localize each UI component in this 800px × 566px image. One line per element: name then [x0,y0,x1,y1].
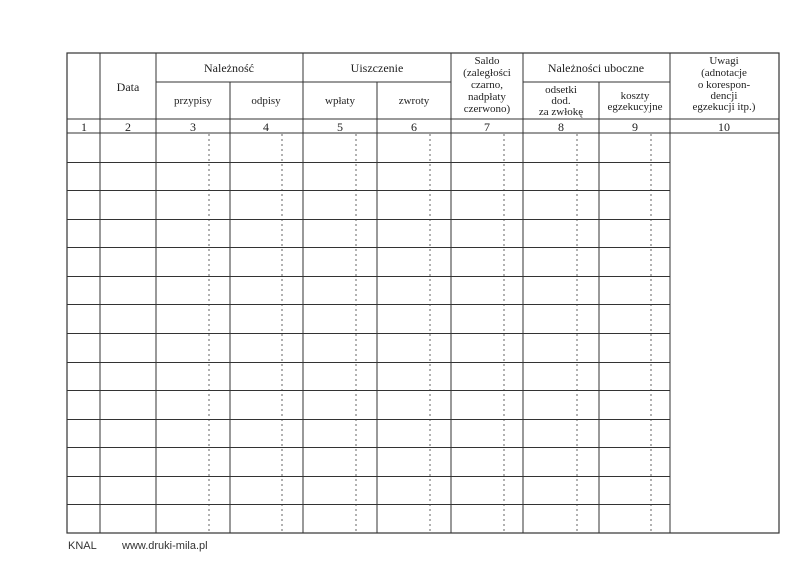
header-data: Data [116,80,140,94]
column-number: 10 [718,120,730,134]
header-wplaty: wpłaty [325,95,355,107]
column-number: 6 [411,120,417,134]
footer-code: KNAL [68,540,97,552]
header-naleznosci-uboczne: Należności uboczne [547,61,645,75]
header-uwagi-line-2: (adnotacje [701,67,747,79]
header-saldo-line-4: nadpłaty [468,91,506,103]
header-saldo-line-5: czerwono) [463,103,511,115]
header-saldo-line-2: (zaległości [463,67,511,79]
column-number: 4 [263,120,269,134]
header-saldo-line-3: czarno, [470,79,504,91]
header-uwagi-line-4: dencji [710,90,738,102]
header-odsetki-line-2: dod. [551,95,571,107]
column-number: 1 [81,120,87,134]
header-saldo-line-1: Saldo [474,55,500,67]
column-separators [100,53,670,533]
column-number: 8 [558,120,564,134]
column-number: 3 [190,120,196,134]
footer-website[interactable]: www.druki-mila.pl [122,540,208,552]
header-naleznosc: Należność [204,61,254,75]
header-odsetki-line-1: odsetki [545,84,577,96]
header-uiszczenie: Uiszczenie [350,61,404,75]
row-lines [67,163,670,505]
header-koszty-line-1: koszty [620,90,650,102]
header-koszty-line-2: egzekucyjne [607,101,663,113]
header-odsetki-line-3: za zwłokę [538,106,584,118]
column-number: 5 [337,120,343,134]
column-number-row [81,120,730,134]
header-przypisy: przypisy [174,95,212,107]
table-frame [67,53,779,533]
header-uwagi-line-3: o korespon- [697,79,751,91]
header-uwagi-line-5: egzekucji itp.) [692,101,756,113]
column-number: 7 [484,120,490,134]
header-uwagi-line-1: Uwagi [709,55,739,67]
header-odpisy: odpisy [251,95,281,107]
header-zwroty: zwroty [398,95,430,107]
column-number: 2 [125,120,131,134]
column-number: 9 [632,120,638,134]
